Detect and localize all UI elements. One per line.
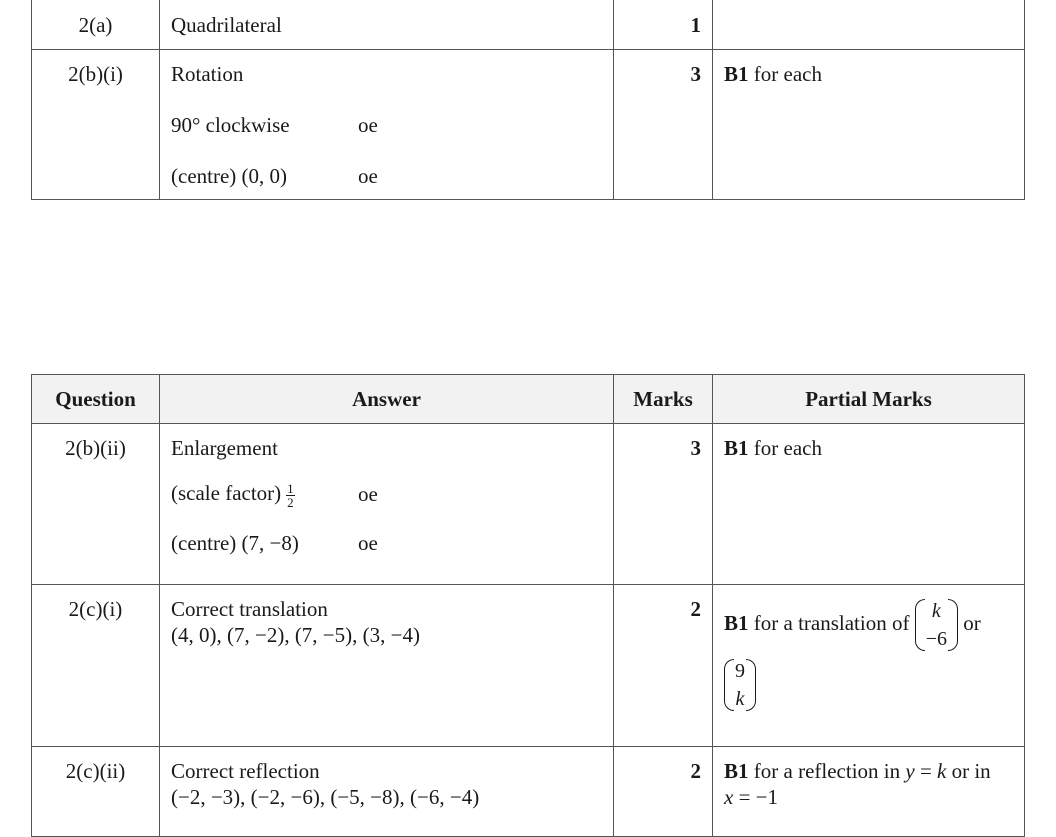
table-row [32, 0, 1025, 50]
vector-bottom: k [735, 688, 745, 710]
partial-marks-detail: = [914, 759, 938, 783]
partial-marks-cell [713, 585, 1025, 747]
marks-cell [614, 424, 713, 585]
marks-value: 1 [690, 13, 701, 37]
table-header-row [32, 375, 1025, 424]
table-row [32, 747, 1025, 837]
answer-text: Quadrilateral [171, 13, 282, 37]
variable: x [724, 785, 734, 809]
partial-marks-detail: for each [748, 436, 822, 460]
question-label: 2(b)(ii) [65, 436, 126, 460]
vector-top: 9 [735, 660, 745, 682]
vector-bottom: −6 [925, 628, 947, 650]
partial-marks-cell [713, 0, 1025, 50]
answer-line-text: 90° clockwise [171, 113, 290, 137]
answer-line-note: oe [358, 530, 378, 555]
vector-line [724, 657, 1013, 713]
answer-coordinates: (4, 0), (7, −2), (7, −5), (3, −4) [171, 623, 420, 647]
partial-marks-detail: for each [748, 62, 822, 86]
answer-cell [160, 424, 614, 585]
question-cell [32, 424, 160, 585]
mark-scheme-table-top [31, 0, 1025, 200]
answer-line [160, 509, 613, 556]
answer-line-note: oe [358, 113, 378, 137]
marks-value: 3 [690, 436, 701, 460]
answer-line-note: oe [358, 482, 378, 507]
answer-line-text: (centre) (0, 0) [171, 164, 288, 188]
partial-marks-detail: or in [946, 759, 991, 783]
question-label: 2(c)(i) [68, 597, 123, 621]
answer-line-text [171, 481, 358, 509]
table-row [32, 50, 1025, 200]
header-answer: Answer [160, 375, 614, 424]
partial-marks-text [713, 424, 1024, 461]
marks-cell [614, 585, 713, 747]
answer-line [160, 461, 613, 509]
partial-marks-code: B1 [724, 436, 749, 460]
partial-marks-text [713, 585, 1024, 713]
answer-line-text: (centre) (7, −8) [171, 530, 299, 555]
question-label: 2(b)(i) [68, 62, 123, 86]
partial-marks-detail: = −1 [733, 785, 779, 809]
marks-value: 3 [690, 62, 701, 86]
table-row [32, 585, 1025, 747]
question-label: 2(c)(ii) [65, 759, 126, 783]
header-question: Question [32, 375, 160, 424]
scale-factor-label: (scale factor) [171, 481, 282, 505]
partial-marks-cell [713, 424, 1025, 585]
question-cell [32, 0, 160, 50]
variable: y [905, 759, 915, 783]
partial-marks-cell [713, 50, 1025, 200]
header-marks: Marks [614, 375, 713, 424]
marks-cell [614, 0, 713, 50]
partial-marks-detail: for a reflection in [748, 759, 906, 783]
answer-line-note: oe [358, 164, 378, 188]
answer-cell [160, 0, 614, 50]
answer-title: Rotation [171, 62, 244, 86]
answer-line [160, 138, 613, 189]
partial-marks-code: B1 [724, 759, 749, 783]
vector-top: k [931, 600, 941, 622]
partial-marks-text [713, 50, 1024, 87]
answer-title: Enlargement [171, 436, 278, 460]
table-row [32, 424, 1025, 585]
answer-line [160, 87, 613, 138]
question-cell [32, 585, 160, 747]
marks-value: 2 [690, 759, 701, 783]
answer-title: Correct translation [171, 597, 328, 621]
fraction [286, 482, 295, 509]
mark-scheme-table [31, 374, 1025, 837]
fraction-denominator: 2 [287, 494, 294, 510]
or-text: or [963, 610, 981, 635]
question-cell [32, 50, 160, 200]
variable: k [937, 759, 947, 783]
answer-coordinates: (−2, −3), (−2, −6), (−5, −8), (−6, −4) [171, 785, 480, 809]
marks-cell [614, 50, 713, 200]
partial-marks-code: B1 [724, 62, 749, 86]
column-vector [724, 657, 756, 713]
column-vector [915, 597, 958, 653]
question-label: 2(a) [78, 13, 113, 37]
partial-marks-text-line2 [713, 784, 1024, 810]
header-partial-marks: Partial Marks [713, 375, 1025, 424]
marks-cell [614, 747, 713, 837]
fraction-numerator: 1 [287, 480, 294, 496]
partial-marks-text [713, 747, 1024, 784]
answer-title: Correct reflection [171, 759, 320, 783]
question-cell [32, 747, 160, 837]
answer-cell [160, 50, 614, 200]
partial-marks-cell [713, 747, 1025, 837]
partial-marks-detail: for a translation of [748, 610, 910, 635]
answer-cell [160, 747, 614, 837]
partial-marks-code: B1 [724, 610, 749, 635]
answer-cell [160, 585, 614, 747]
marks-value: 2 [690, 597, 701, 621]
